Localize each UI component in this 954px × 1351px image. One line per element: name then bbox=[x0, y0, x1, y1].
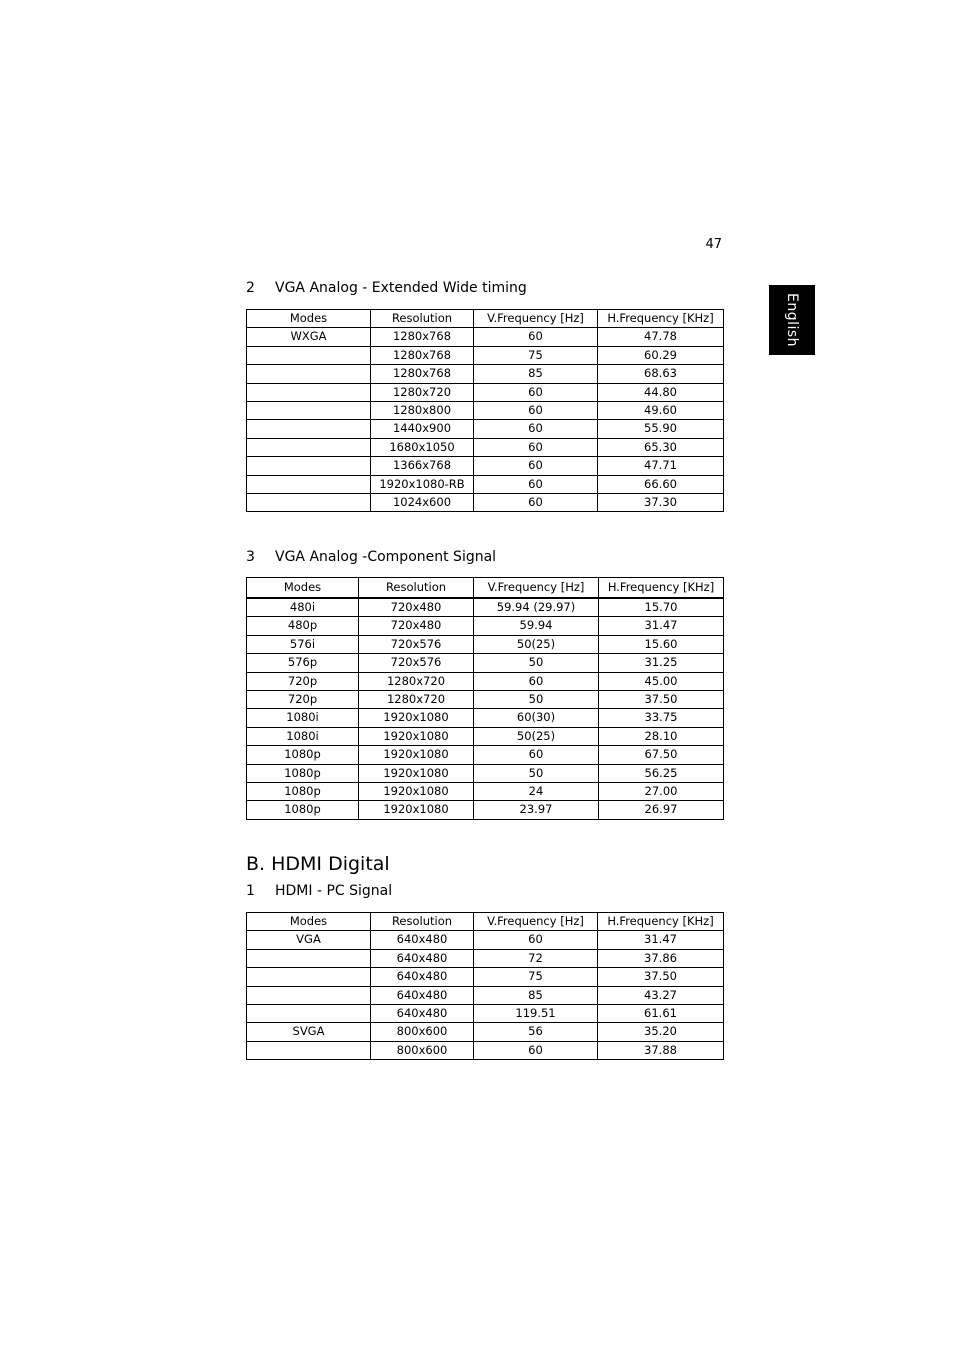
table-cell: 1080p bbox=[247, 764, 359, 782]
table-row bbox=[247, 801, 724, 819]
table-cell: 60.29 bbox=[598, 346, 724, 364]
table-cell: 37.50 bbox=[598, 968, 724, 986]
table-cell: 23.97 bbox=[474, 801, 599, 819]
table-cell: 1280x800 bbox=[371, 402, 474, 420]
table-extended-wide-timing bbox=[246, 309, 724, 512]
table-cell bbox=[247, 986, 371, 1004]
table-cell: 640x480 bbox=[371, 931, 474, 949]
table-cell bbox=[247, 402, 371, 420]
table-cell: 28.10 bbox=[599, 727, 724, 745]
table-cell: 640x480 bbox=[371, 968, 474, 986]
table-cell bbox=[247, 365, 371, 383]
table-cell: 60 bbox=[474, 438, 598, 456]
table-cell: 60 bbox=[474, 746, 599, 764]
table-cell: 720x576 bbox=[359, 635, 474, 653]
table-cell: 1280x720 bbox=[359, 691, 474, 709]
table-header bbox=[247, 913, 724, 931]
table-cell: 44.80 bbox=[598, 383, 724, 401]
table-hdmi-pc-signal bbox=[246, 912, 724, 1060]
section-heading-component-signal bbox=[246, 549, 496, 565]
table-row bbox=[247, 494, 724, 512]
column-header: Resolution bbox=[359, 578, 474, 599]
table-cell: 31.25 bbox=[599, 654, 724, 672]
table-cell: 50(25) bbox=[474, 635, 599, 653]
table-row bbox=[247, 783, 724, 801]
table-cell: 640x480 bbox=[371, 1005, 474, 1023]
table-cell: SVGA bbox=[247, 1023, 371, 1041]
table-cell: 72 bbox=[474, 949, 598, 967]
table-cell: 59.94 bbox=[474, 617, 599, 635]
table-row bbox=[247, 727, 724, 745]
table-cell: 37.86 bbox=[598, 949, 724, 967]
table-cell bbox=[247, 968, 371, 986]
table-cell: 50(25) bbox=[474, 727, 599, 745]
table-cell: 480p bbox=[247, 617, 359, 635]
table-cell: 1920x1080-RB bbox=[371, 475, 474, 493]
table-cell: 33.75 bbox=[599, 709, 724, 727]
column-header: H.Frequency [KHz] bbox=[599, 578, 724, 599]
table-cell: 75 bbox=[474, 346, 598, 364]
column-header: H.Frequency [KHz] bbox=[598, 310, 724, 328]
table-cell: 1080i bbox=[247, 727, 359, 745]
table-cell: 60 bbox=[474, 494, 598, 512]
table-row bbox=[247, 635, 724, 653]
section-number: 1 bbox=[246, 883, 255, 899]
table-cell: 1280x768 bbox=[371, 346, 474, 364]
table-cell bbox=[247, 346, 371, 364]
table-row bbox=[247, 402, 724, 420]
table-cell: 31.47 bbox=[598, 931, 724, 949]
table-cell: 24 bbox=[474, 783, 599, 801]
table-cell: 59.94 (29.97) bbox=[474, 598, 599, 617]
table-row bbox=[247, 438, 724, 456]
section-title: HDMI - PC Signal bbox=[275, 883, 393, 899]
table-row bbox=[247, 986, 724, 1004]
table-cell bbox=[247, 475, 371, 493]
section-number: 3 bbox=[246, 549, 255, 565]
table-cell: 27.00 bbox=[599, 783, 724, 801]
table-cell: 1440x900 bbox=[371, 420, 474, 438]
table-cell: 60 bbox=[474, 931, 598, 949]
table-cell: 85 bbox=[474, 365, 598, 383]
table-cell: 56.25 bbox=[599, 764, 724, 782]
table-cell: 45.00 bbox=[599, 672, 724, 690]
table-cell: 60 bbox=[474, 420, 598, 438]
table-cell: 720x480 bbox=[359, 598, 474, 617]
table-cell: 640x480 bbox=[371, 949, 474, 967]
column-header: Modes bbox=[247, 913, 371, 931]
table-cell: 47.78 bbox=[598, 328, 724, 346]
table-cell: 37.50 bbox=[599, 691, 724, 709]
table-cell: 1920x1080 bbox=[359, 783, 474, 801]
table-row bbox=[247, 691, 724, 709]
table-row bbox=[247, 617, 724, 635]
table-cell: 56 bbox=[474, 1023, 598, 1041]
table-cell: 480i bbox=[247, 598, 359, 617]
table-row bbox=[247, 709, 724, 727]
table-cell: 720x576 bbox=[359, 654, 474, 672]
table-cell: 720p bbox=[247, 672, 359, 690]
table-cell: 68.63 bbox=[598, 365, 724, 383]
table-cell: 60 bbox=[474, 475, 598, 493]
table-row bbox=[247, 420, 724, 438]
table-cell: 15.70 bbox=[599, 598, 724, 617]
column-header: Resolution bbox=[371, 913, 474, 931]
table-body bbox=[247, 598, 724, 819]
table-row bbox=[247, 949, 724, 967]
table-row bbox=[247, 654, 724, 672]
table-cell: 50 bbox=[474, 764, 599, 782]
table-cell: 720p bbox=[247, 691, 359, 709]
table-cell: 65.30 bbox=[598, 438, 724, 456]
table-cell: 50 bbox=[474, 654, 599, 672]
table-cell: 50 bbox=[474, 691, 599, 709]
table-cell: 60 bbox=[474, 457, 598, 475]
table-row bbox=[247, 968, 724, 986]
language-tab-label: English bbox=[784, 292, 800, 348]
table-row bbox=[247, 365, 724, 383]
table-row bbox=[247, 1005, 724, 1023]
table-cell: 35.20 bbox=[598, 1023, 724, 1041]
table-row bbox=[247, 764, 724, 782]
table-cell: 720x480 bbox=[359, 617, 474, 635]
table-cell: 49.60 bbox=[598, 402, 724, 420]
table-row bbox=[247, 931, 724, 949]
table-cell: 75 bbox=[474, 968, 598, 986]
table-cell: 60(30) bbox=[474, 709, 599, 727]
table-cell: 119.51 bbox=[474, 1005, 598, 1023]
table-cell: 640x480 bbox=[371, 986, 474, 1004]
table-header-row bbox=[247, 578, 724, 599]
table-header bbox=[247, 310, 724, 328]
table-cell: 60 bbox=[474, 383, 598, 401]
column-header: Resolution bbox=[371, 310, 474, 328]
table-cell: 1080p bbox=[247, 801, 359, 819]
table-cell: 1080i bbox=[247, 709, 359, 727]
table-cell: 60 bbox=[474, 672, 599, 690]
table-cell: 60 bbox=[474, 402, 598, 420]
table-cell: 67.50 bbox=[599, 746, 724, 764]
table-cell: 1280x768 bbox=[371, 365, 474, 383]
table-cell: 31.47 bbox=[599, 617, 724, 635]
section-heading-extended-wide bbox=[246, 280, 527, 296]
table-cell: 1080p bbox=[247, 746, 359, 764]
table-component-signal bbox=[246, 577, 724, 820]
language-tab bbox=[769, 285, 815, 355]
table-cell: 576p bbox=[247, 654, 359, 672]
section-heading-hdmi-pc-signal bbox=[246, 883, 392, 899]
table-cell: 15.60 bbox=[599, 635, 724, 653]
table-cell bbox=[247, 949, 371, 967]
table-cell: 60 bbox=[474, 1041, 598, 1059]
table-body bbox=[247, 328, 724, 512]
table-cell: 1024x600 bbox=[371, 494, 474, 512]
table-cell: 1680x1050 bbox=[371, 438, 474, 456]
table-cell: 1280x768 bbox=[371, 328, 474, 346]
column-header: Modes bbox=[247, 578, 359, 599]
table-row bbox=[247, 746, 724, 764]
table-cell: 800x600 bbox=[371, 1023, 474, 1041]
table-row bbox=[247, 328, 724, 346]
table-cell: 37.30 bbox=[598, 494, 724, 512]
table-cell bbox=[247, 438, 371, 456]
table-cell: 61.61 bbox=[598, 1005, 724, 1023]
table-cell: 43.27 bbox=[598, 986, 724, 1004]
table-row bbox=[247, 475, 724, 493]
table-row bbox=[247, 1023, 724, 1041]
table-cell: 37.88 bbox=[598, 1041, 724, 1059]
table-row bbox=[247, 672, 724, 690]
table-header-row bbox=[247, 913, 724, 931]
table-cell: 1080p bbox=[247, 783, 359, 801]
table-cell: 47.71 bbox=[598, 457, 724, 475]
table-row bbox=[247, 1041, 724, 1059]
table-cell bbox=[247, 457, 371, 475]
table-header bbox=[247, 578, 724, 599]
column-header: V.Frequency [Hz] bbox=[474, 310, 598, 328]
table-cell: 800x600 bbox=[371, 1041, 474, 1059]
table-cell: 1920x1080 bbox=[359, 746, 474, 764]
table-cell: 1280x720 bbox=[359, 672, 474, 690]
table-cell: 1366x768 bbox=[371, 457, 474, 475]
table-cell bbox=[247, 420, 371, 438]
section-number: 2 bbox=[246, 280, 255, 296]
section-title: VGA Analog - Extended Wide timing bbox=[275, 280, 527, 296]
table-cell: 1920x1080 bbox=[359, 709, 474, 727]
page-number: 47 bbox=[705, 237, 722, 252]
table-cell: 576i bbox=[247, 635, 359, 653]
table-cell: 1920x1080 bbox=[359, 727, 474, 745]
table-cell: WXGA bbox=[247, 328, 371, 346]
table-cell: 26.97 bbox=[599, 801, 724, 819]
table-cell: 1920x1080 bbox=[359, 764, 474, 782]
table-body bbox=[247, 931, 724, 1060]
column-header: Modes bbox=[247, 310, 371, 328]
table-header-row bbox=[247, 310, 724, 328]
table-cell: 85 bbox=[474, 986, 598, 1004]
table-row bbox=[247, 346, 724, 364]
column-header: V.Frequency [Hz] bbox=[474, 578, 599, 599]
table-cell bbox=[247, 494, 371, 512]
column-header: H.Frequency [KHz] bbox=[598, 913, 724, 931]
table-cell: 55.90 bbox=[598, 420, 724, 438]
table-row bbox=[247, 383, 724, 401]
table-cell: 66.60 bbox=[598, 475, 724, 493]
table-cell: 60 bbox=[474, 328, 598, 346]
table-cell bbox=[247, 1005, 371, 1023]
table-row bbox=[247, 598, 724, 617]
table-cell: VGA bbox=[247, 931, 371, 949]
section-title: VGA Analog -Component Signal bbox=[275, 549, 497, 565]
column-header: V.Frequency [Hz] bbox=[474, 913, 598, 931]
table-cell bbox=[247, 1041, 371, 1059]
table-cell: 1920x1080 bbox=[359, 801, 474, 819]
table-cell: 1280x720 bbox=[371, 383, 474, 401]
table-cell bbox=[247, 383, 371, 401]
table-row bbox=[247, 457, 724, 475]
part-heading-hdmi-digital: B. HDMI Digital bbox=[246, 853, 390, 875]
